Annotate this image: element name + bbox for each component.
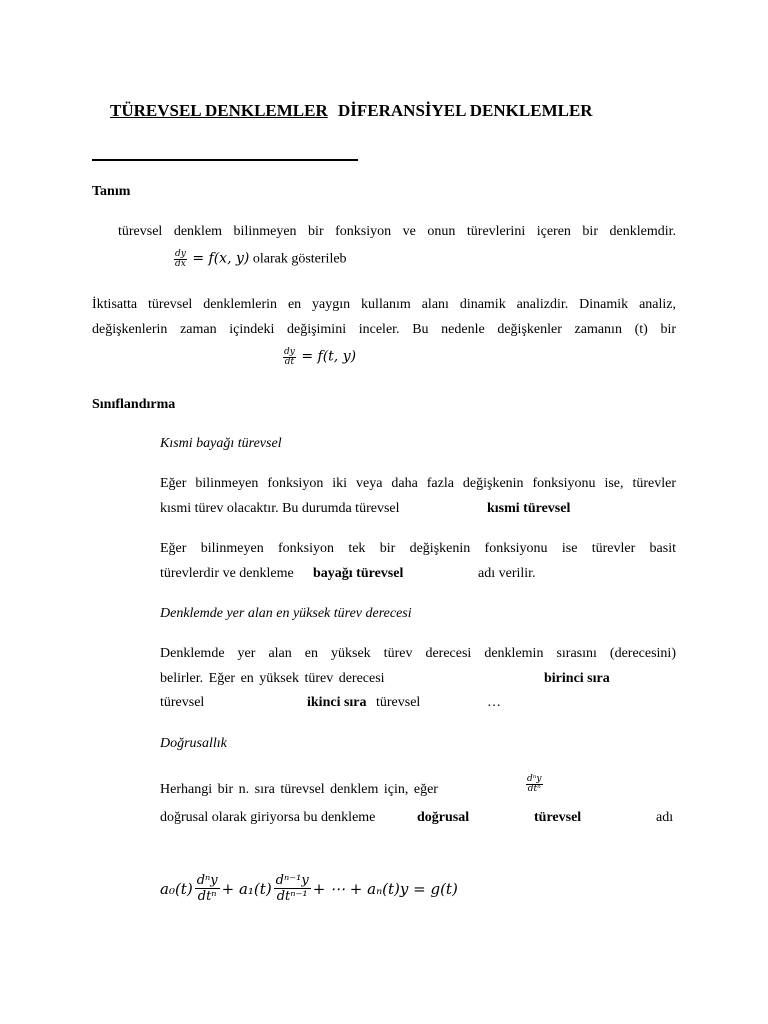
tanim-formula [174, 250, 347, 269]
heading-siniflandirma: Sınıflandırma [92, 397, 176, 412]
eq-fraction-1: $\frac{\text{dⁿy}}{\text{dtⁿ}}$ [196, 873, 218, 904]
iktisat-line1: İktisatta türevsel denklemlerin en yaygın kullanım alanı dinamik analizdir. Dinamik analiz, [92, 297, 676, 312]
dny-dtn-fraction: $\frac{\text{dⁿy}}{\text{dtⁿ}}$ [527, 774, 542, 794]
p2-line1: Eğer bilinmeyen fonksiyon tek bir değişkenin fonksiyonu ise türevler basit [160, 541, 676, 556]
p2-line2b: adı verilir. [478, 566, 536, 581]
p3-bold1: birinci sıra [544, 671, 610, 686]
eq-fraction-2: $\frac{\text{dⁿ⁻¹y}}{\text{dtⁿ⁻¹}}$ [275, 873, 309, 904]
p3-ellipsis: … [487, 695, 501, 710]
eq-plus-a1: + a₁(t) [221, 879, 272, 898]
heading-tanim: Tanım [92, 184, 131, 199]
page-title [110, 101, 593, 121]
p3-line2a: belirler. Eğer en yüksek türev derecesi [160, 671, 385, 686]
p3-line3a: türevsel [160, 695, 205, 710]
p1-line2: kısmi türev olacaktır. Bu durumda türevsel [160, 501, 400, 516]
eq-tail: + ⋯ + aₙ(t)y = g(t) [312, 879, 458, 898]
iktisat-line2: değişkenlerin zaman içindeki değişimini inceler. Bu nedenle değişkenler zamanın (t) bir [92, 322, 676, 337]
p4-line2a: doğrusal olarak giriyorsa bu denkleme [160, 810, 376, 825]
tanim-formula-suffix: olarak gösterileb [252, 251, 347, 267]
subheading-kismi: Kısmi bayağı türevsel [160, 436, 282, 451]
title-part2: DİFERANSİYEL DENKLEMLER [338, 101, 593, 120]
p2-bold: bayağı türevsel [313, 566, 404, 581]
p3-line3b: türevsel [376, 695, 421, 710]
p4-line2b: adı [656, 810, 674, 825]
p1-bold: kısmi türevsel [487, 501, 571, 516]
p4-line1: Herhangi bir n. sıra türevsel denklem için, eğer [160, 782, 438, 797]
p4-fraction [526, 775, 545, 794]
subheading-dogrusallik: Doğrusallık [160, 736, 227, 751]
p3-line1: Denklemde yer alan en yüksek türev derecesi denklemin sırasını (derecesini) [160, 646, 676, 661]
dy-dt-fraction: $\frac{dy}{dt}$ [284, 347, 295, 367]
p2-line2a: türevlerdir ve denkleme [160, 566, 294, 581]
p3-bold2: ikinci sıra [307, 695, 367, 710]
dy-dx-fraction: $\frac{dy}{dx}$ [175, 249, 186, 269]
tanim-formula-rhs: = f(x, y) [192, 250, 250, 267]
tanim-definition: türevsel denklem bilinmeyen bir fonksiyon ve onun türevlerini içeren bir denklemdir. [118, 224, 676, 239]
iktisat-formula-rhs: = f(t, y) [301, 348, 357, 365]
p4-bold2: türevsel [534, 810, 582, 825]
linear-equation [160, 873, 458, 904]
p1-line1: Eğer bilinmeyen fonksiyon iki veya daha fazla değişkenin fonksiyonu ise, türevler [160, 476, 676, 491]
iktisat-formula [283, 348, 356, 367]
subheading-derece: Denklemde yer alan en yüksek türev derecesi [160, 606, 412, 621]
title-part1: TÜREVSEL DENKLEMLER [110, 101, 328, 120]
horizontal-rule [92, 159, 358, 161]
eq-a0: a₀(t) [160, 879, 193, 898]
p4-bold1: doğrusal [417, 810, 470, 825]
